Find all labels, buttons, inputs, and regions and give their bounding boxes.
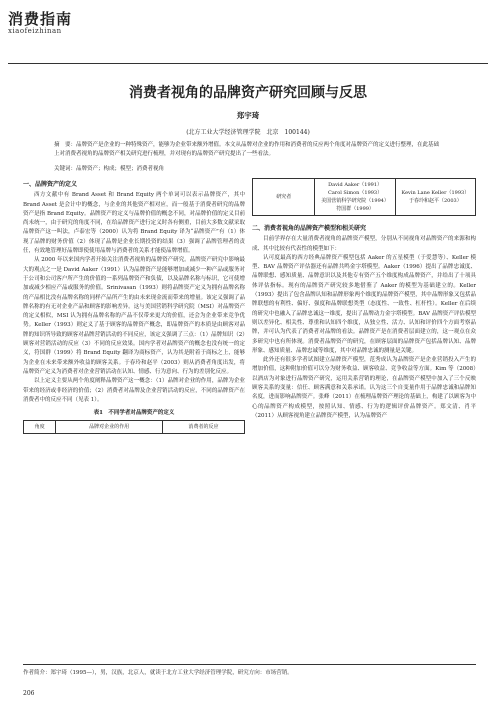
table-header-cell: 品牌对企业的作用 — [56, 421, 163, 434]
paragraph: 此外还有很多学者试图建立品牌资产模型，范秀成认为品牌资产是企业营销投入产生的增加价值，这种附加价值可以分为财务收益、顾客收益、竞争收益等方面。Kim 等（2008）以酒店为对象进行品牌资产研究，运用关系营销的理论，在品牌资产模型中加入了三个反映顾客关系的变量：信任、顾客满意和关系承诺。认为这三个自变量作用于品牌忠诚和品牌知名度，进而影响品牌资产。张峰（2011）在梳理品牌资产理论的基础上，构建了以顾客为中心的品牌资产构成模型，按照认知、情感、行为的逻辑评价品牌资产。郑文清、肖平（2011）从顾客视角建立品牌资产模型，认为品牌资产 — [252, 357, 476, 419]
table-cell: David Aaker（1991） Carol Simon（1993） 美国营销科学研究院（1994） 符国群（1999） — [315, 179, 395, 216]
definition-table-header — [23, 420, 245, 434]
table-header-cell: 角度 — [24, 421, 56, 434]
paragraph: 以上定义主要从两个角度阐释品牌资产这一概念：（1）品牌对企业的作用，品牌为企业带来的经济或非经济的价值；（2）消费者对品牌及企业营销活动的反应，不同的品牌资产在消费者中的反应不同（见表 1）。 — [23, 378, 245, 403]
right-column — [252, 222, 476, 421]
table-header-cell: 消费者的反应 — [163, 421, 245, 434]
page-number: 206 — [23, 690, 35, 697]
section-heading-2: 二、消费者视角的品牌资产模型和相关研究 — [252, 225, 367, 232]
paragraph: 西方文献中有 Brand Asset 和 Brand Equity 两个单词可以表示品牌资产，其中 Brand Asset 是会计中的概念，与企业的其他资产相对应，而一般基于消费者研究的品牌资产是指 Brand Equity。品牌资产的定义与品牌价值的概念不同，对品牌价值的定义目前尚未统一，由于研究的角度不同，在给品牌资产进行定义时各有侧重，目前大多数文献采取品牌资产这一叫法，卢泰宏等（2000）认为将 Brand Equity 译为“品牌资产”有（1）体现了品牌的财务价值（2）体现了品牌是企业长期投资的结果（3）强调了品牌管理者的责任，有效地管理好品牌即使使用品牌与消费者的关系才能使品牌增值。 — [23, 192, 245, 255]
table-caption: 表1 不同学者对品牌资产的定义 — [93, 410, 175, 417]
article-title: 消费者视角的品牌资产研究回顾与反思 — [129, 85, 367, 101]
journal-header — [8, 8, 72, 35]
header-rule — [8, 63, 488, 64]
paragraph: 认可度最高的西方经典品牌资产模型包括 Aaker 的五星模型（于爱慧等）、Keller 模型、BAV 品牌资产评估器还有品牌共鸣金字塔模型。Aaker（1996）提出了品牌忠诚度、品牌联想、感知质量、品牌意识以及其他专有资产五个维度构成品牌资产，并给出了十项具体评估指标。现有的品牌资产研究较多地借鉴了 Aaker 的模型为基础建立的。Keller（1993）提出了包含品牌认知和品牌形象两个维度的品牌资产模型，其中品牌形象又包括品牌联想的有利性、偏好、强度和品牌联想类型（态度性、一致性、杠杆性）。Keller 在后续的研究中也融入了品牌忠诚这一维度，提出了品牌动力金字塔模型。BAV 品牌资产评估模型则以差异化、相关性、尊重和认知四个维度，从独立性、活力、认知和评价四个方面考察品牌，并可认为代表了消费者对品牌的看法。品牌资产是在消费者层面建立的，这一观点在众多研究中也有所体现。消费者品牌资产的研究，在顾客层面的品牌资产包括品牌认知、品牌形象、感知质量、品牌忠诚等维度，其中对品牌忠诚的测量是关键。 — [252, 254, 476, 354]
table-cell: Kevin Lane Keller（1993） 于春玲和赵平（2003） — [395, 179, 475, 216]
abstract: 摘 要：品牌资产是企业的一种特殊资产，能够为企业带来额外增值。本文从品牌对企业的作用和消费者的反应两个角度对品牌资产的定义进行整理，在此基础上对消费者视角的品牌资产相关研究进行梳理，并对现有的品牌资产研究提出了一些看法。 — [54, 142, 440, 157]
affiliation: (北方工业大学经济管理学院 北京 100144) — [186, 129, 310, 136]
author: 郑宇琦 — [236, 111, 260, 120]
table-row-label: 研究者 — [253, 179, 315, 216]
section-heading-1: 一、品牌资产的定义 — [23, 181, 78, 188]
keywords: 关键词：品牌资产；构成；模型；消费者视角 — [54, 166, 165, 172]
author-footnote: 作者简介：郑宇琦（1995—），男，汉族，北京人，就读于北方工业大学经济管理学院，研究方向：市场营销。 — [23, 664, 476, 676]
journal-name-pinyin: xiaofeizhinan — [8, 27, 62, 35]
definition-table-continued — [252, 178, 476, 216]
left-column — [23, 178, 245, 434]
paragraph: 目前学界存在大量消费者视角的品牌资产模型，分别从不同视角对品牌资产的来源和构成、其中比较有代表性的模型如下： — [252, 236, 476, 252]
paragraph: 从 2000 年以来国内学者开始关注消费者视角的品牌资产研究。品牌资产研究中影响最大的观点之一是 David Aaker（1991）认为品牌资产是能够增加或减少一种产品或服务对于公司和公司客户所产生的价值的一系列品牌资产和负债，以及品牌名称与标识，它可使增加或减少相应产品或服务的价值。Srinivasan（1993）则将品牌资产定义为拥有品牌名称的产品相比没有品牌名称的同样产品所产生的由未来现金流而带来的增量。该定义强调了品牌名称的有无对企业产品和顾客的影响差异。这与美国营销科学研究院（MSI）对品牌资产的定义相似，MSI 认为拥有品牌名称的产品不仅带来更大的价值，还会为企业带来竞争优势。Keller（1993）则定义了基于顾客的品牌资产概念，即品牌资产的本质是由顾客对品牌的知识所导致的顾客对品牌营销活动的不同反应，该定义强调了三点：（1）品牌知识（2）顾客对营销活动的反应（3）不同的反应效果。国内学者对品牌资产的概念也没有统一的定义，符国群（1999）将 Brand Equity 翻译为商标资产，认为其是附着于商标之上，能够为企业在未来带来额外收益的顾客关系。于春玲和赵平（2003）则从消费者角度出发，将品牌资产定义为消费者对企业营销活动在认知、情感、行为意向、行为的差别化反应。 — [23, 257, 245, 375]
journal-name: 消费指南 — [8, 10, 73, 28]
